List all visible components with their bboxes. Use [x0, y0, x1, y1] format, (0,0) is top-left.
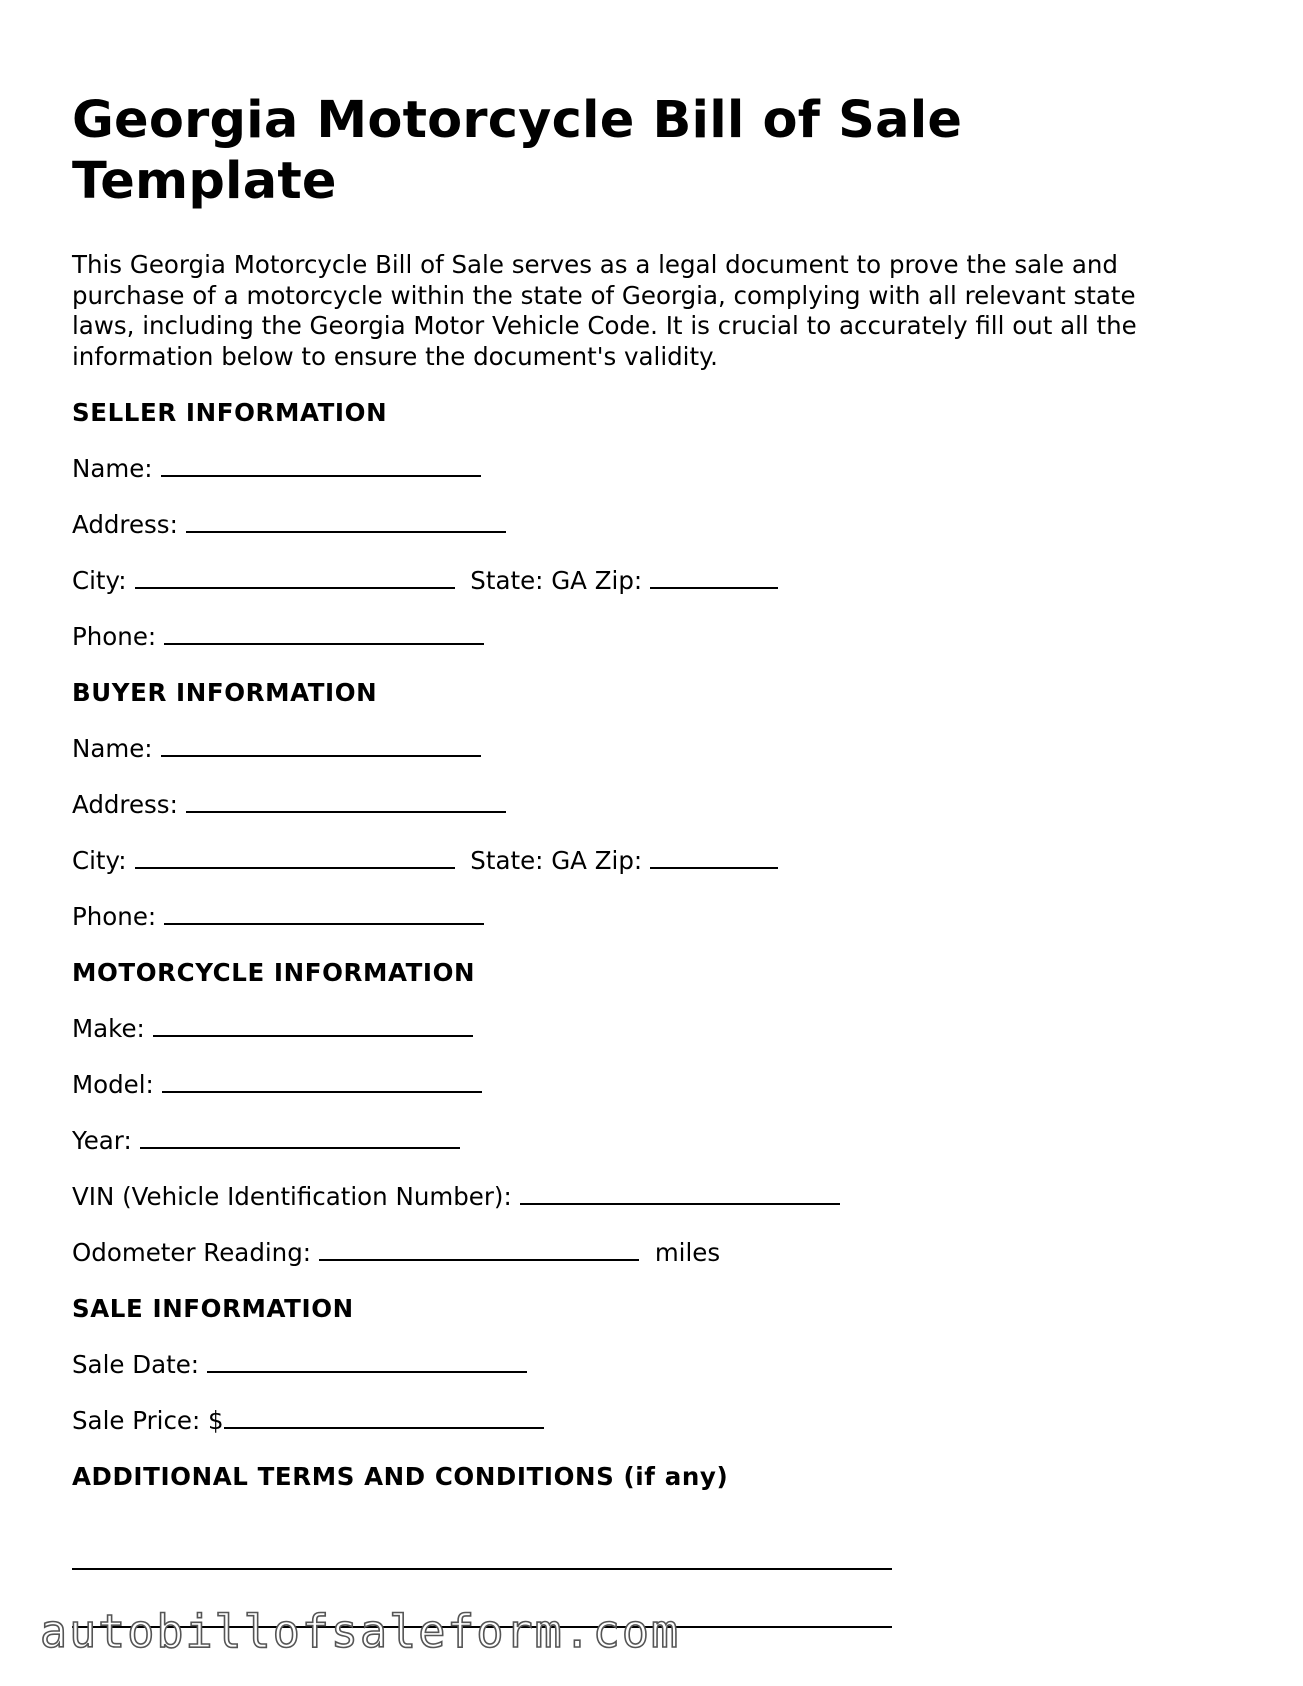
document-page	[72, 90, 1192, 1658]
buyer-phone-row	[72, 902, 1192, 958]
seller-phone-row	[72, 622, 1192, 678]
make-field[interactable]	[153, 1015, 473, 1037]
seller-name-field[interactable]	[161, 455, 481, 477]
seller-name-row	[72, 454, 1192, 510]
seller-zip-field[interactable]	[650, 567, 778, 589]
vin-row	[72, 1182, 1192, 1238]
model-row	[72, 1070, 1192, 1126]
seller-address-field[interactable]	[186, 511, 506, 533]
buyer-zip-field[interactable]	[650, 847, 778, 869]
vin-field[interactable]	[520, 1183, 840, 1205]
buyer-name-label: Name:	[72, 734, 153, 763]
motorcycle-heading: MOTORCYCLE INFORMATION	[72, 958, 476, 987]
odometer-row	[72, 1238, 1192, 1294]
odometer-unit: miles	[654, 1238, 721, 1267]
make-label: Make:	[72, 1014, 145, 1043]
seller-name-label: Name:	[72, 454, 153, 483]
seller-address-row	[72, 510, 1192, 566]
buyer-phone-field[interactable]	[164, 903, 484, 925]
buyer-city-row	[72, 846, 1192, 902]
buyer-name-field[interactable]	[161, 735, 481, 757]
seller-heading: SELLER INFORMATION	[72, 398, 388, 427]
buyer-heading: BUYER INFORMATION	[72, 678, 378, 707]
year-label: Year:	[72, 1126, 132, 1155]
buyer-state-zip-label: State: GA Zip:	[470, 846, 643, 875]
sale-price-label: Sale Price: $	[72, 1406, 224, 1435]
year-field[interactable]	[140, 1127, 460, 1149]
sale-heading: SALE INFORMATION	[72, 1294, 354, 1323]
sale-price-field[interactable]	[224, 1407, 544, 1429]
watermark: autobillofsaleform.com	[40, 1605, 681, 1658]
odometer-field[interactable]	[319, 1239, 639, 1261]
terms-line-1[interactable]	[72, 1542, 892, 1570]
seller-address-label: Address:	[72, 510, 178, 539]
sale-date-field[interactable]	[207, 1351, 527, 1373]
document-title: Georgia Motorcycle Bill of Sale Template	[72, 91, 963, 211]
seller-phone-field[interactable]	[164, 623, 484, 645]
seller-state-zip-label: State: GA Zip:	[470, 566, 643, 595]
buyer-city-label: City:	[72, 846, 127, 875]
intro-paragraph: This Georgia Motorcycle Bill of Sale serves as a legal document to prove the sale and purchase of a motorcycle within the state of Georgia, complying with all relevant state laws, including the Georgia Motor Vehicle Code. It is crucial to accurately fill out all the information below to ensure the document's validity.	[72, 250, 1137, 371]
seller-city-field[interactable]	[135, 567, 455, 589]
seller-city-row	[72, 566, 1192, 622]
make-row	[72, 1014, 1192, 1070]
buyer-address-field[interactable]	[186, 791, 506, 813]
seller-city-label: City:	[72, 566, 127, 595]
sale-date-row	[72, 1350, 1192, 1406]
sale-date-label: Sale Date:	[72, 1350, 200, 1379]
odometer-label: Odometer Reading:	[72, 1238, 312, 1267]
buyer-phone-label: Phone:	[72, 902, 157, 931]
year-row	[72, 1126, 1192, 1182]
model-label: Model:	[72, 1070, 154, 1099]
buyer-address-row	[72, 790, 1192, 846]
buyer-name-row	[72, 734, 1192, 790]
buyer-address-label: Address:	[72, 790, 178, 819]
terms-heading: ADDITIONAL TERMS AND CONDITIONS (if any)	[72, 1462, 729, 1491]
sale-price-row	[72, 1406, 1192, 1462]
buyer-city-field[interactable]	[135, 847, 455, 869]
vin-label: VIN (Vehicle Identification Number):	[72, 1182, 512, 1211]
seller-phone-label: Phone:	[72, 622, 157, 651]
model-field[interactable]	[162, 1071, 482, 1093]
